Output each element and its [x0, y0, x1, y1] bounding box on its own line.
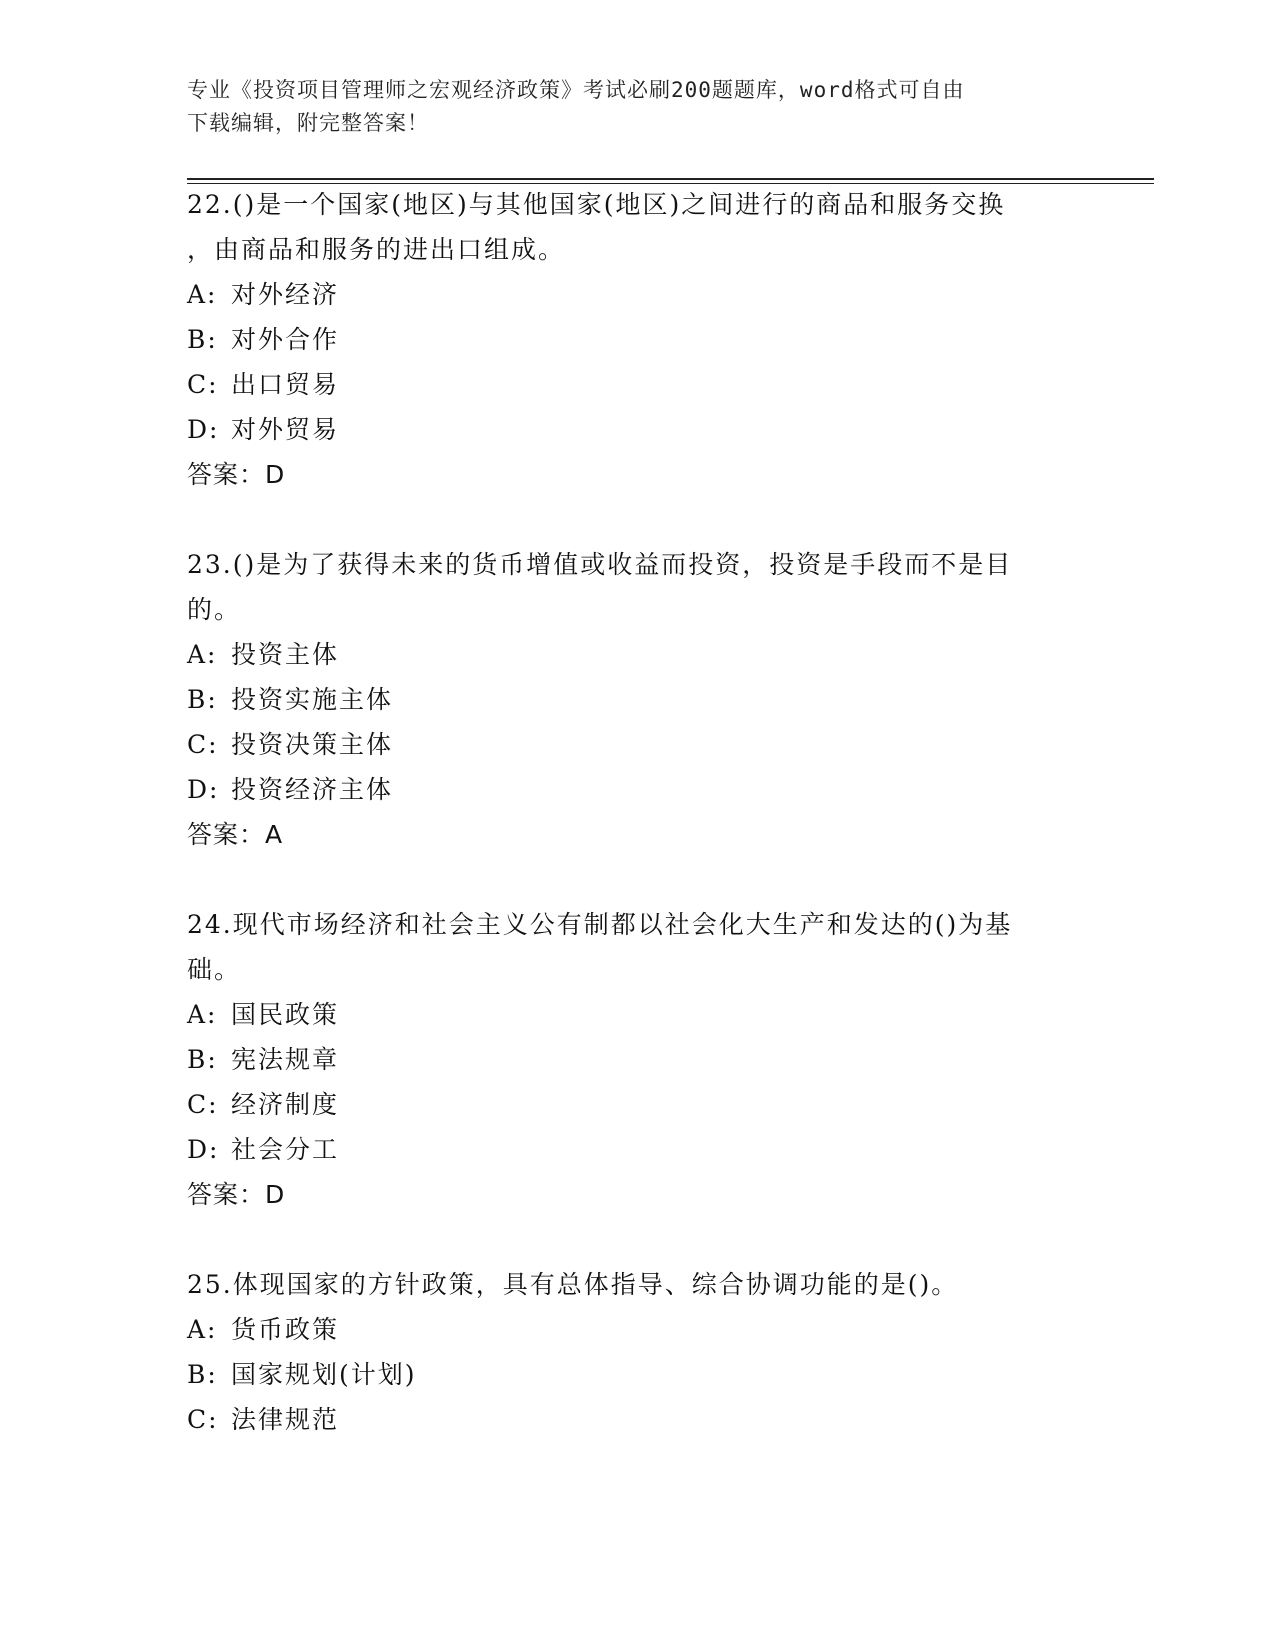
option-text: 对外贸易: [231, 415, 340, 444]
document-header: [187, 74, 1067, 140]
option-key: B:: [187, 325, 218, 354]
option-d: [187, 407, 1087, 452]
header-divider-thick: [187, 178, 1154, 180]
option-key: D:: [187, 415, 220, 444]
option-key: B:: [187, 1360, 218, 1389]
option-key: D:: [187, 775, 220, 804]
answer: 答案：D: [187, 460, 286, 489]
option-text: 国家规划(计划): [231, 1360, 417, 1389]
option-text: 对外经济: [231, 280, 340, 309]
option-key: D:: [187, 1135, 220, 1164]
question-stem: 25.体现国家的方针政策，具有总体指导、综合协调功能的是()。: [187, 1270, 959, 1299]
question-stem-continued: 的。: [187, 595, 242, 624]
header-line-2: 下载编辑，附完整答案！: [187, 111, 429, 135]
option-c: [187, 362, 1087, 407]
option-b: [187, 677, 1087, 722]
option-key: A:: [187, 280, 218, 309]
option-key: C:: [187, 1090, 219, 1119]
option-c: [187, 1397, 1087, 1442]
option-b: [187, 1037, 1087, 1082]
option-key: B:: [187, 685, 218, 714]
option-b: [187, 1352, 1087, 1397]
option-text: 投资实施主体: [231, 685, 394, 714]
option-a: [187, 1307, 1087, 1352]
option-text: 经济制度: [231, 1090, 340, 1119]
option-d: [187, 1127, 1087, 1172]
option-c: [187, 1082, 1087, 1127]
option-b: [187, 317, 1087, 362]
option-text: 出口贸易: [231, 370, 340, 399]
option-text: 法律规范: [231, 1405, 340, 1434]
option-d: [187, 767, 1087, 812]
answer: 答案：D: [187, 1180, 286, 1209]
option-text: 货币政策: [231, 1315, 340, 1344]
question-25: [187, 1262, 1087, 1442]
question-stem-continued: ，由商品和服务的进出口组成。: [187, 235, 566, 264]
option-key: C:: [187, 730, 219, 759]
option-a: [187, 272, 1087, 317]
option-key: C:: [187, 370, 219, 399]
option-text: 对外合作: [231, 325, 340, 354]
question-stem: 24.现代市场经济和社会主义公有制都以社会化大生产和发达的()为基: [187, 910, 1013, 939]
option-text: 宪法规章: [231, 1045, 340, 1074]
question-stem: 23.()是为了获得未来的货币增值或收益而投资，投资是手段而不是目: [187, 550, 1013, 579]
option-c: [187, 722, 1087, 767]
answer: 答案：A: [187, 820, 284, 849]
question-stem: 22.()是一个国家(地区)与其他国家(地区)之间进行的商品和服务交换: [187, 190, 1006, 219]
option-text: 投资经济主体: [231, 775, 394, 804]
option-a: [187, 632, 1087, 677]
header-line-1: 专业《投资项目管理师之宏观经济政策》考试必刷200题题库，word格式可自由: [187, 78, 965, 102]
option-text: 投资决策主体: [231, 730, 394, 759]
option-key: A:: [187, 1315, 218, 1344]
option-key: C:: [187, 1405, 219, 1434]
option-text: 投资主体: [231, 640, 340, 669]
question-stem-continued: 础。: [187, 955, 242, 984]
question-24: [187, 902, 1087, 1217]
option-a: [187, 992, 1087, 1037]
option-key: B:: [187, 1045, 218, 1074]
option-text: 国民政策: [231, 1000, 340, 1029]
option-key: A:: [187, 1000, 218, 1029]
option-key: A:: [187, 640, 218, 669]
option-text: 社会分工: [231, 1135, 340, 1164]
question-22: [187, 182, 1087, 497]
question-23: [187, 542, 1087, 857]
